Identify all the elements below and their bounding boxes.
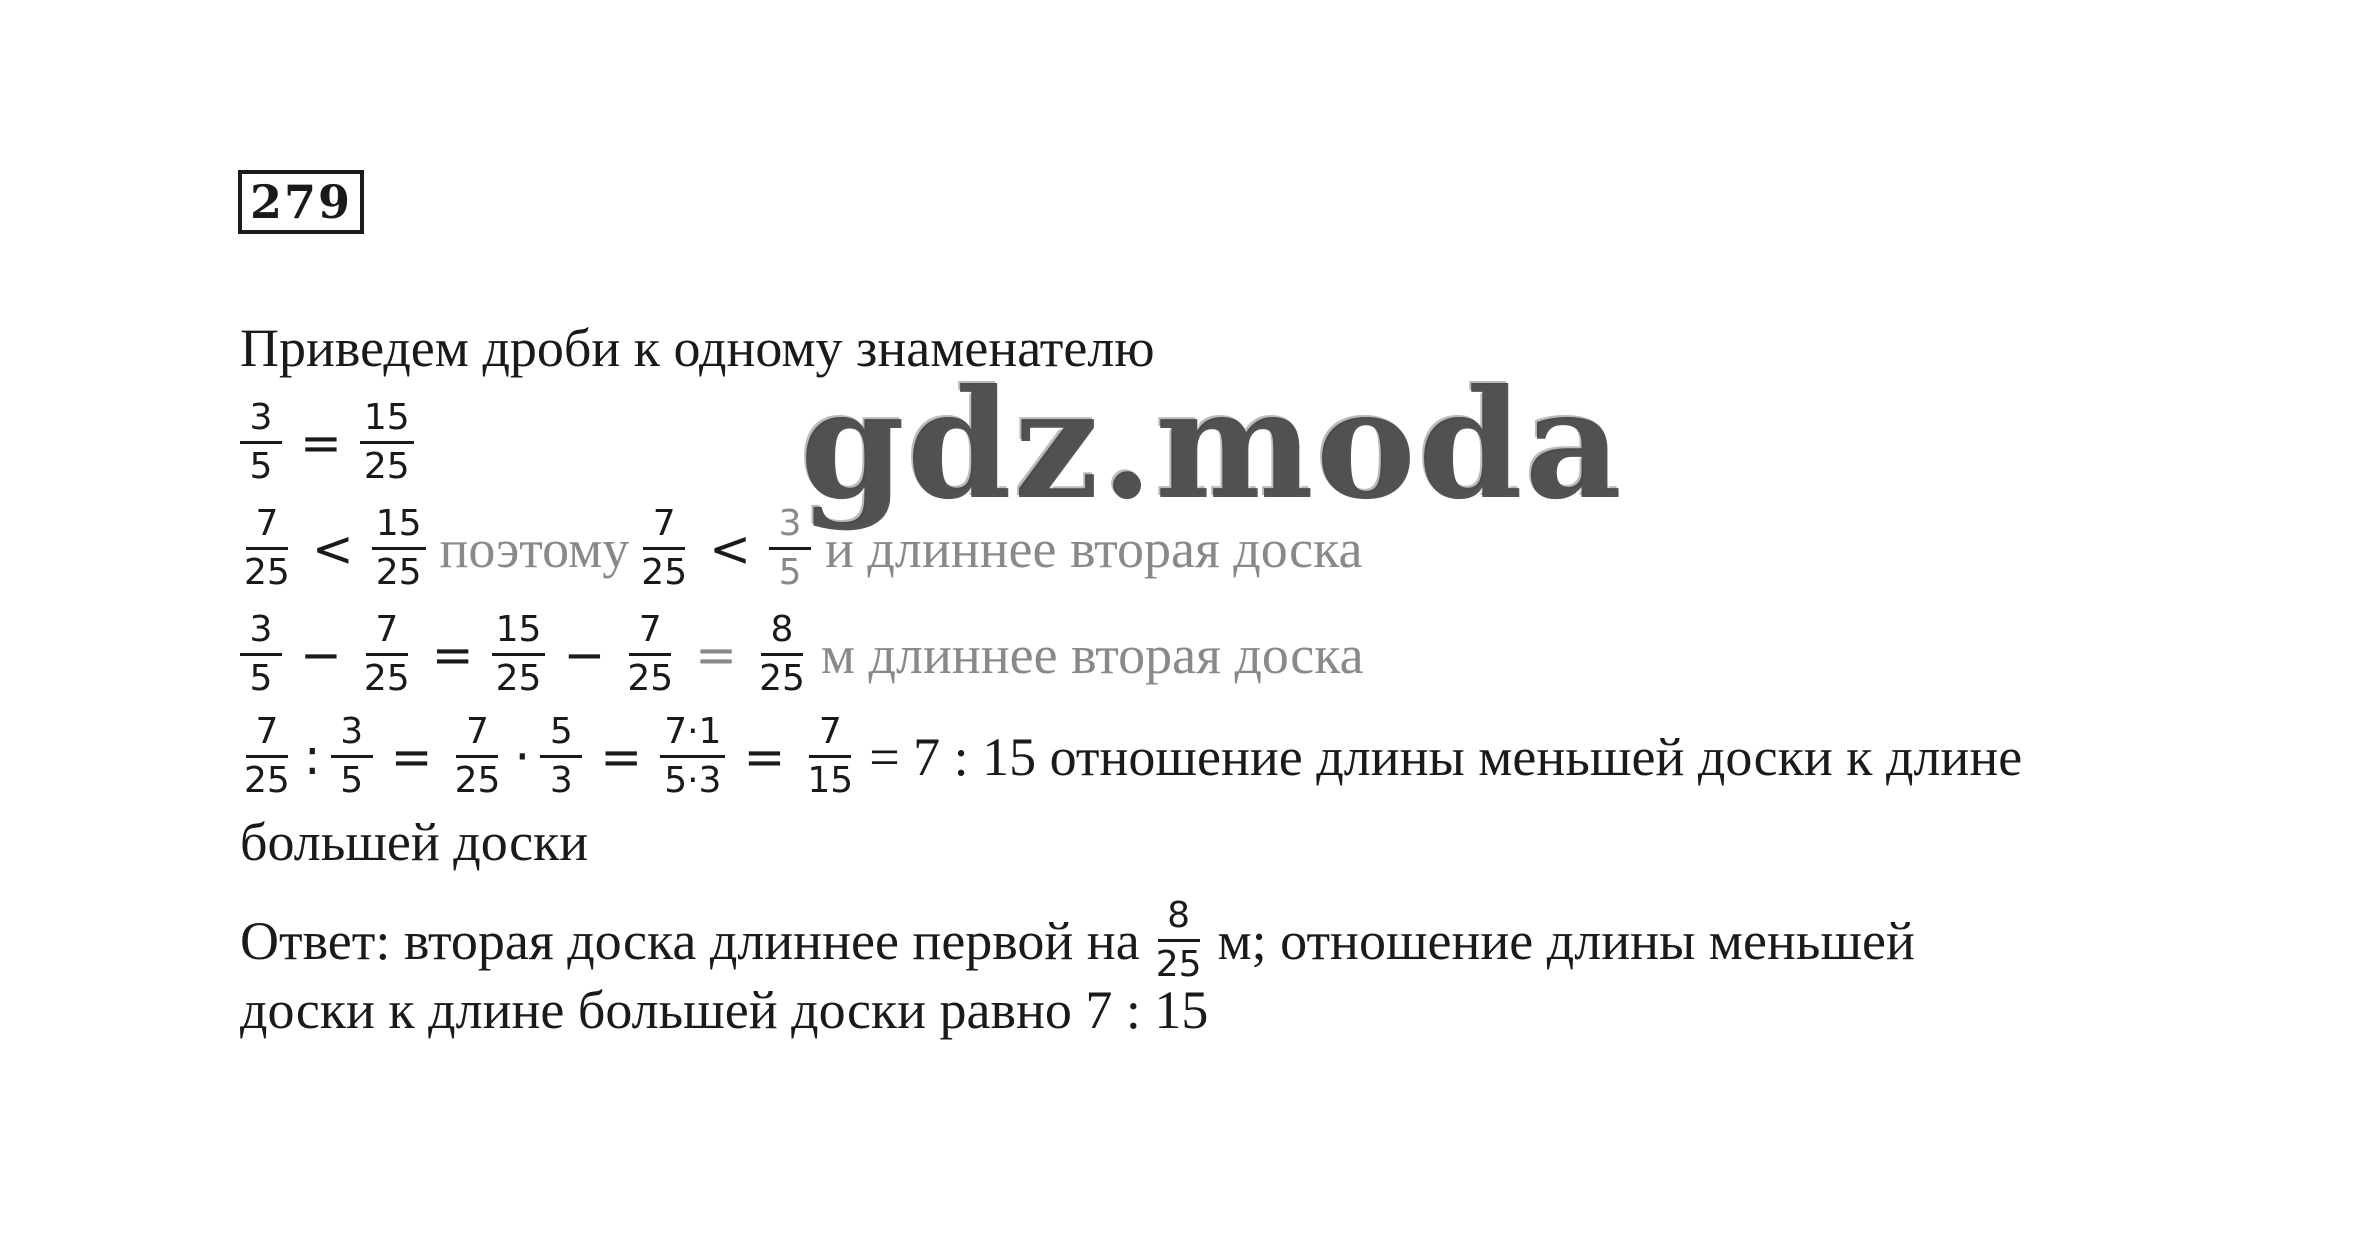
numerator: 7: [643, 504, 685, 550]
denominator: 5: [249, 446, 273, 487]
denominator: 25: [244, 552, 290, 593]
answer-tail: м; отношение длины меньшей: [1217, 910, 1915, 971]
denominator: 5: [249, 658, 273, 699]
denominator: 25: [495, 658, 542, 699]
numerator: 15: [360, 398, 414, 444]
ratio-continuation: [240, 812, 588, 872]
fraction: [540, 712, 582, 801]
numerator: 3: [240, 398, 282, 444]
answer-line-1: [240, 896, 1915, 985]
less-than-sign: <: [311, 519, 354, 578]
equals-sign: =: [600, 727, 643, 786]
denominator: 25: [454, 760, 501, 801]
fraction: [240, 610, 282, 699]
watermark-logo: gdz.moda: [800, 357, 1625, 533]
equals-sign: =: [743, 727, 786, 786]
answer-text: доски к длине большей доски равно 7 : 15: [240, 980, 1209, 1040]
less-than-sign: <: [709, 519, 752, 578]
intro-line: [240, 318, 1155, 378]
multiplication-sign: ·: [514, 727, 531, 786]
numerator: 15: [492, 610, 546, 656]
fraction: [240, 712, 294, 801]
fraction: [240, 504, 294, 593]
denominator: 25: [759, 658, 805, 699]
equals-sign: =: [390, 727, 433, 786]
denominator: 25: [375, 552, 422, 593]
fraction: [451, 712, 505, 801]
equation-line-4: [240, 712, 2022, 801]
numerator: 7: [246, 712, 288, 758]
denominator: 15: [807, 760, 854, 801]
denominator: 25: [1155, 944, 1202, 985]
conclusion-text: и длиннее вторая доска: [825, 518, 1363, 579]
denominator: 5·3: [664, 760, 722, 801]
numerator: 15: [372, 504, 426, 550]
numerator: 3: [331, 712, 373, 758]
denominator: 25: [244, 760, 290, 801]
denominator: 5: [340, 760, 364, 801]
numerator: 5: [540, 712, 582, 758]
intro-text: Приведем дроби к одному знаменателю: [240, 318, 1155, 378]
fraction: [360, 398, 414, 487]
fraction: [660, 712, 725, 801]
minus-sign: −: [300, 625, 342, 684]
fraction: [755, 610, 809, 699]
numerator: 3: [240, 610, 282, 656]
equals-sign: =: [300, 413, 342, 472]
numerator: 8: [1158, 896, 1200, 942]
fraction: [623, 610, 677, 699]
answer-head: Ответ: вторая доска длиннее первой на: [240, 910, 1140, 971]
numerator: 7: [366, 610, 408, 656]
numerator: 7: [456, 712, 498, 758]
fraction: [769, 504, 811, 593]
denominator: 5: [778, 552, 802, 593]
denominator: 25: [627, 658, 674, 699]
denominator: 25: [363, 446, 410, 487]
numerator: 3: [769, 504, 811, 550]
problem-number: 279: [238, 170, 364, 234]
answer-line-2: [240, 980, 1208, 1040]
equation-line-3: [240, 610, 1364, 699]
numerator: 7: [809, 712, 851, 758]
minus-sign: −: [563, 625, 606, 684]
denominator: 3: [549, 760, 573, 801]
fraction: [1152, 896, 1206, 985]
numerator: 7: [246, 504, 288, 550]
fraction: [360, 610, 414, 699]
fraction: [492, 610, 546, 699]
fraction: [637, 504, 691, 593]
difference-text: м длиннее вторая доска: [820, 624, 1364, 685]
equals-sign: =: [695, 625, 738, 684]
conclusion-word: поэтому: [439, 518, 630, 579]
ratio-continuation-text: большей доски: [240, 812, 589, 872]
fraction: [331, 712, 373, 801]
numerator: 7: [629, 610, 671, 656]
denominator: 25: [363, 658, 410, 699]
denominator: 25: [641, 552, 688, 593]
fraction: [372, 504, 426, 593]
equation-line-1: [240, 398, 422, 487]
numerator: 7·1: [660, 712, 725, 758]
equation-line-2: [240, 504, 1362, 593]
numerator: 8: [761, 610, 803, 656]
fraction: [240, 398, 282, 487]
division-sign: :: [303, 727, 321, 786]
equals-sign: =: [431, 625, 474, 684]
fraction: [803, 712, 857, 801]
ratio-text: = 7 : 15 отношение длины меньшей доски к длине: [869, 726, 2023, 787]
